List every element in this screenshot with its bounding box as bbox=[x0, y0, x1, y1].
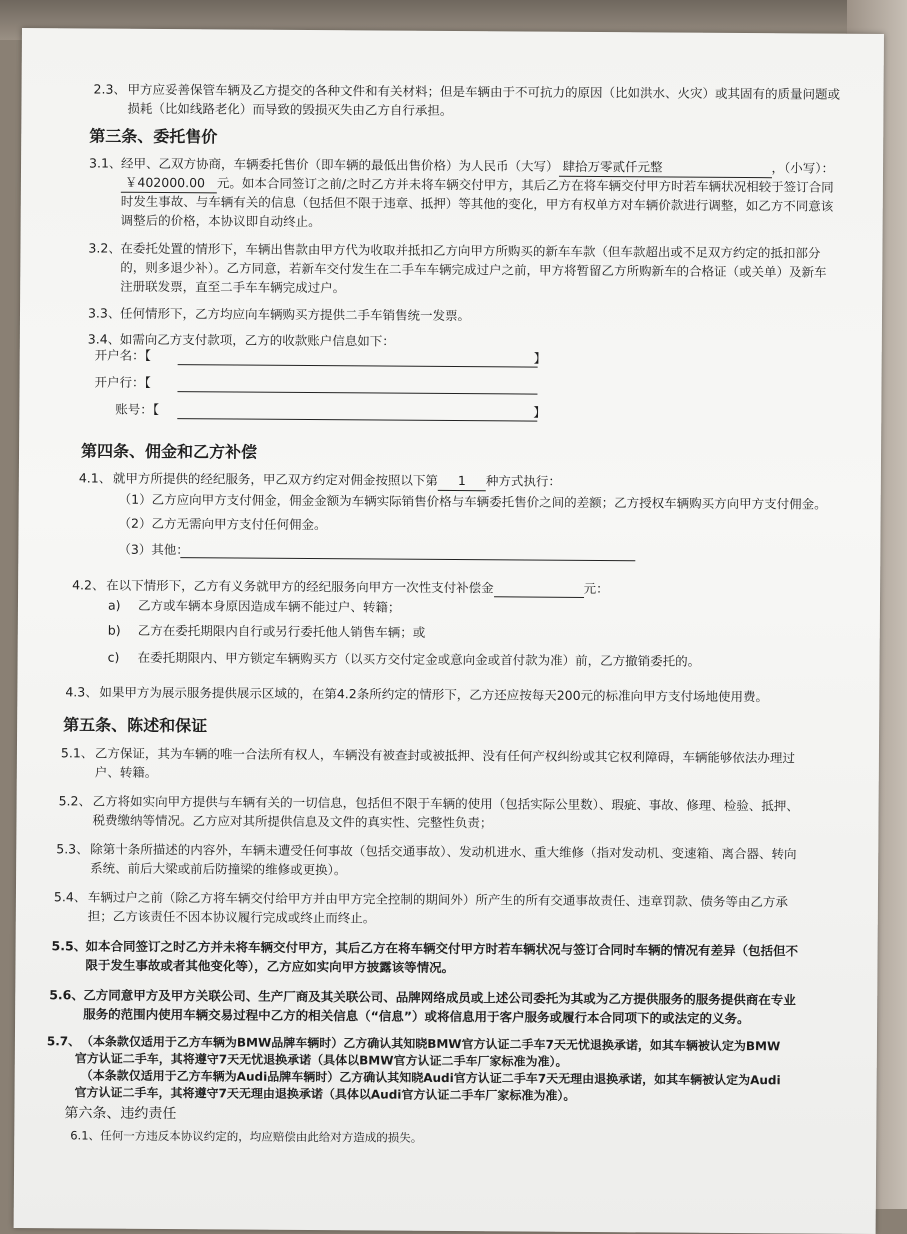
clause-5-1-num: 5.1、 bbox=[60, 745, 94, 761]
clause-3-4-num: 3.4、 bbox=[87, 331, 121, 347]
clause-4-2-a-label: a) bbox=[107, 597, 121, 613]
clause-5-6-num: 5.6、 bbox=[49, 987, 84, 1003]
price-upper-value: 肆拾万零贰仟元整 bbox=[562, 158, 663, 175]
clause-5-6-line1: 乙方同意甲方及甲方关联公司、生产厂商及其关联公司、品牌网络成员或上述公司委托为其或为乙方提供服务的服务提供商在专业 bbox=[83, 987, 796, 1008]
clause-2-3-line1: 甲方应妥善保管车辆及乙方提交的各种文件和有关材料；但是车辆由于不可抗力的原因（比如洪水、火灾）或其固有的质量问题或 bbox=[127, 81, 841, 102]
clause-5-2-line2: 税费缴纳等情况。乙方应对其所提供信息及文件的真实性、完整性负责； bbox=[92, 812, 493, 831]
article-4-title: 第四条、佣金和乙方补偿 bbox=[80, 441, 258, 462]
clause-6-1-text: 任何一方违反本协议约定的，均应赔偿由此给对方造成的损失。 bbox=[100, 1128, 423, 1145]
clause-4-2-num: 4.2、 bbox=[72, 577, 105, 593]
clause-5-2-line1: 乙方将如实向甲方提供与车辆有关的一切信息，包括但不限于车辆的使用（包括实际公里数）、瑕疵、事故、修理、检验、抵押、 bbox=[92, 793, 799, 814]
account-no-close: 】 bbox=[533, 404, 546, 420]
clause-5-4-num: 5.4、 bbox=[53, 889, 87, 905]
account-name-label: 开户名：【 bbox=[94, 347, 152, 363]
price-lower-value: ￥402000.00 bbox=[124, 174, 206, 191]
price-lower-field bbox=[121, 174, 217, 194]
clause-5-1-line1: 乙方保证，其为车辆的唯一合法所有权人，车辆没有被查封或被抵押、没有任何产权纠纷或其它权利障碍，车辆能够依法办理过 bbox=[94, 745, 795, 766]
clause-4-1-pre: 就甲方所提供的经纪服务，甲乙双方约定对佣金按照以下第 bbox=[112, 470, 438, 488]
article-5-title: 第五条、陈述和保证 bbox=[63, 715, 208, 736]
clause-4-2-b-label: b) bbox=[107, 622, 121, 638]
clause-3-1-line2-rest: 元。如本合同签订之前/之时乙方并未将车辆交付甲方，其后乙方在将车辆交付甲方时若车辆状况相较于签订合同 bbox=[216, 175, 834, 195]
clause-5-7-num: 5.7、 bbox=[46, 1034, 81, 1049]
account-name-close: 】 bbox=[533, 350, 547, 366]
clause-4-1-num: 4.1、 bbox=[78, 470, 112, 486]
clause-5-3-num: 5.3、 bbox=[56, 841, 89, 857]
clause-5-5-num: 5.5、 bbox=[51, 938, 87, 954]
clause-5-1-line2: 户、转籍。 bbox=[94, 764, 158, 780]
clause-3-3-num: 3.3、 bbox=[87, 305, 121, 321]
clause-3-2-num: 3.2、 bbox=[88, 240, 121, 256]
account-no-label: 账号：【 bbox=[115, 401, 160, 417]
commission-other-field[interactable] bbox=[180, 557, 635, 561]
clause-2-3-num: 2.3、 bbox=[93, 81, 127, 97]
clause-5-5-line2: 限于发生事故或者其他变化等），乙方应如实向甲方披露该等情况。 bbox=[85, 957, 455, 976]
commission-option-2: （2）乙方无需向甲方支付任何佣金。 bbox=[118, 515, 327, 533]
clause-3-1-num: 3.1、 bbox=[89, 155, 122, 171]
clause-3-4-text: 如需向乙方支付款项，乙方的收款账户信息如下： bbox=[119, 331, 395, 349]
bank-label: 开户行：【 bbox=[94, 374, 151, 390]
clause-4-3-text: 如果甲方为展示服务提供展示区域的，在第4.2条所约定的情形下，乙方还应按每天200元的标准向甲方支付场地使用费。 bbox=[99, 684, 769, 705]
clause-5-7-line2: 官方认证二手车，其将遵守7天无忧退换承诺（具体以BMW官方认证二手车厂家标准为准）。 bbox=[74, 1051, 568, 1069]
clause-5-4-line2: 担；乙方该责任不因本协议履行完成或终止而终止。 bbox=[87, 908, 376, 926]
clause-4-2-c-label: c) bbox=[107, 649, 120, 665]
bank-field[interactable] bbox=[177, 391, 537, 395]
price-upper-field bbox=[558, 158, 771, 178]
clause-4-1-post: 种方式执行： bbox=[485, 473, 561, 489]
clause-5-7-line4: 官方认证二手车，其将遵守7天无理由退换承诺（具体以Audi官方认证二手车厂家标准为准）。 bbox=[74, 1085, 576, 1103]
clause-3-2-line3: 注册联发票，直至二手车车辆完成过户。 bbox=[120, 278, 346, 296]
clause-5-3-line2: 系统、前后大梁或前后防撞梁的维修或更换）。 bbox=[90, 860, 347, 878]
account-no-field[interactable] bbox=[177, 418, 537, 422]
clause-5-7-line3: （本条款仅适用于乙方车辆为Audi品牌车辆时）乙方确认其知晓Audi官方认证二手车7天无理由退换承诺，如其车辆被认定为Audi bbox=[80, 1068, 781, 1088]
article-6-title: 第六条、违约责任 bbox=[64, 1105, 177, 1123]
clause-4-2-b: 乙方在委托期限内自行或另行委托他人销售车辆；或 bbox=[137, 622, 426, 640]
clause-4-1-line1 bbox=[113, 470, 561, 492]
clause-5-6-line2: 服务的范围内使用车辆交易过程中乙方的相关信息（“信息”）或将信息用于客户服务或履行本合同项下的或法定的义务。 bbox=[83, 1006, 750, 1027]
clause-3-1-mid: ，（小写）： bbox=[771, 160, 835, 176]
account-name-field[interactable] bbox=[178, 364, 538, 368]
clause-5-3-line1: 除第十条所描述的内容外，车辆未遭受任何事故（包括交通事故）、发动机进水、重大维修（指对发动机、变速箱、离合器、转向 bbox=[90, 841, 797, 862]
clause-3-2-line1: 在委托处置的情形下，车辆出售款由甲方代为收取并抵扣乙方向甲方所购买的新车车款（但车款超出或不足双方约定的抵扣部分 bbox=[120, 240, 821, 261]
clause-4-2-line1 bbox=[106, 577, 609, 599]
article-3-title: 第三条、委托售价 bbox=[89, 126, 218, 147]
clause-6-1-num: 6.1、 bbox=[70, 1128, 101, 1143]
contract-page bbox=[14, 28, 884, 1234]
clause-2-3-line2: 损耗（比如线路老化）而导致的毁损灭失由乙方自行承担。 bbox=[127, 100, 453, 119]
commission-option-3: （3）其他： bbox=[118, 541, 189, 558]
clause-5-4-line1: 车辆过户之前（除乙方将车辆交付给甲方并由甲方完全控制的期间外）所产生的所有交通事故责任、违章罚款、债务等由乙方承 bbox=[87, 889, 788, 910]
clause-5-5-line1: 如本合同签订之时乙方并未将车辆交付甲方，其后乙方在将车辆交付甲方时若车辆状况与签订合同时车辆的情况有差异（包括但不 bbox=[85, 938, 799, 959]
commission-option-field bbox=[438, 472, 486, 491]
clause-4-3-num: 4.3、 bbox=[65, 684, 98, 700]
clause-3-2-line2: 的，则多退少补）。乙方同意，若新车交付发生在二手车车辆完成过户之前，甲方将暂留乙方所购新车的合格证（或关单）及新车 bbox=[120, 259, 827, 280]
clause-3-1-pre: 经甲、乙双方协商，车辆委托售价（即车辆的最低出售价格）为人民币（大写） bbox=[121, 155, 559, 174]
clause-3-1-line4: 调整后的价格，本协议即自动终止。 bbox=[120, 212, 321, 230]
clause-4-2-a: 乙方或车辆本身原因造成车辆不能过户、转籍； bbox=[137, 597, 401, 615]
commission-option-1: （1）乙方应向甲方支付佣金，佣金金额为车辆实际销售价格与车辆委托售价之间的差额；乙方授权车辆购买方向甲方支付佣金。 bbox=[118, 491, 827, 512]
compensation-amount-field bbox=[494, 582, 584, 598]
clause-4-2-pre: 在以下情形下，乙方有义务就甲方的经纪服务向甲方一次性支付补偿金 bbox=[106, 577, 494, 596]
clause-5-7-line1: （本条款仅适用于乙方车辆为BMW品牌车辆时）乙方确认其知晓BMW官方认证二手车7天无忧退换承诺，如其车辆被认定为BMW bbox=[80, 1034, 781, 1054]
clause-4-2-post: 元： bbox=[583, 580, 609, 597]
clause-4-2-c: 在委托期限内、甲方锁定车辆购买方（以买方交付定金或意向金或首付款为准）前，乙方撤销委托的。 bbox=[137, 649, 701, 669]
commission-option-value: 1 bbox=[457, 473, 466, 489]
clause-3-1-line3: 时发生事故、与车辆有关的信息（包括但不限于违章、抵押）等其他的变化，甲方有权单方对车辆价款进行调整，如乙方不同意该 bbox=[120, 193, 834, 214]
clause-5-2-num: 5.2、 bbox=[58, 793, 92, 809]
clause-3-3-text: 任何情形下，乙方均应向车辆购买方提供二手车销售统一发票。 bbox=[119, 305, 471, 324]
